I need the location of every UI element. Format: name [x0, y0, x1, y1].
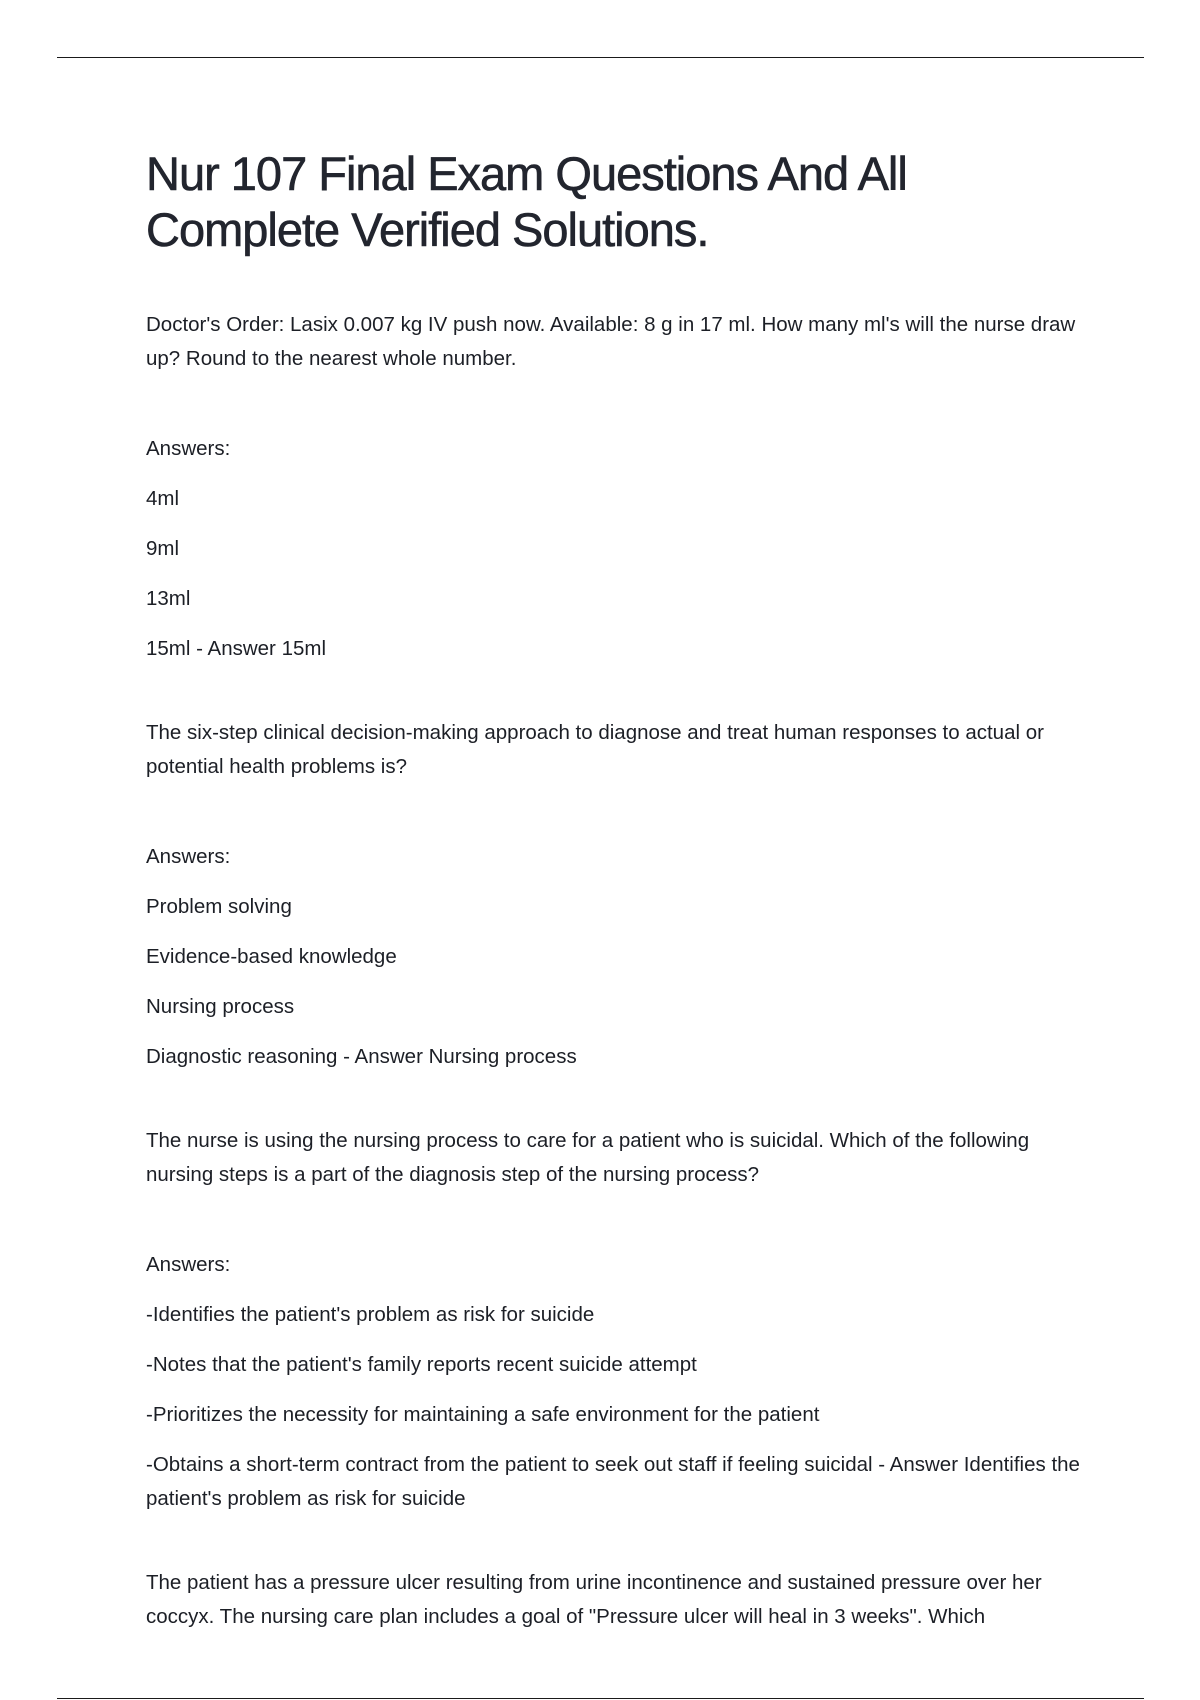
bottom-divider: [57, 1698, 1144, 1699]
answers-label: Answers:: [146, 845, 231, 868]
question-text: The nurse is using the nursing process to care for a patient who is suicidal. Which of the following nursing steps is a part of the diagnosis step of the nursing process?: [146, 1129, 1030, 1186]
answer-option: Evidence-based knowledge: [146, 945, 397, 968]
question-text: Doctor's Order: Lasix 0.007 kg IV push now. Available: 8 g in 17 ml. How many ml's will the nurse draw up? Round to the nearest whole number.: [146, 313, 1076, 370]
answer-option: 9ml: [146, 537, 180, 560]
question-block-2: [146, 716, 1101, 1074]
answer-option: -Identifies the patient's problem as risk for suicide: [146, 1303, 595, 1326]
answer-option-with-solution: -Obtains a short-term contract from the patient to seek out staff if feeling suicidal - Answer Identifies the patient's problem as risk for suicide: [146, 1453, 1080, 1510]
question-text: The patient has a pressure ulcer resulting from urine incontinence and sustained pressure over her coccyx. The nursing care plan includes a goal of "Pressure ulcer will heal in 3 weeks". Which: [146, 1571, 1042, 1628]
document-title: Nur 107 Final Exam Questions And All Complete Verified Solutions.: [146, 147, 907, 256]
answers-label: Answers:: [146, 1253, 231, 1276]
answer-option: 13ml: [146, 587, 191, 610]
question-text: The six-step clinical decision-making approach to diagnose and treat human responses to actual or potential health problems is?: [146, 721, 1044, 778]
answer-option: -Notes that the patient's family reports recent suicide attempt: [146, 1353, 697, 1376]
answer-option: -Prioritizes the necessity for maintaining a safe environment for the patient: [146, 1403, 820, 1426]
answer-option-with-solution: 15ml - Answer 15ml: [146, 637, 327, 660]
top-divider: [57, 57, 1144, 58]
question-block-4: [146, 1566, 1101, 1634]
question-block-3: [146, 1124, 1101, 1516]
answers-label: Answers:: [146, 437, 231, 460]
answer-option-with-solution: Diagnostic reasoning - Answer Nursing process: [146, 1045, 577, 1068]
question-block-1: [146, 308, 1101, 666]
document-body: [146, 146, 1101, 1634]
answer-option: Nursing process: [146, 995, 295, 1018]
answer-option: Problem solving: [146, 895, 292, 918]
answer-option: 4ml: [146, 487, 180, 510]
